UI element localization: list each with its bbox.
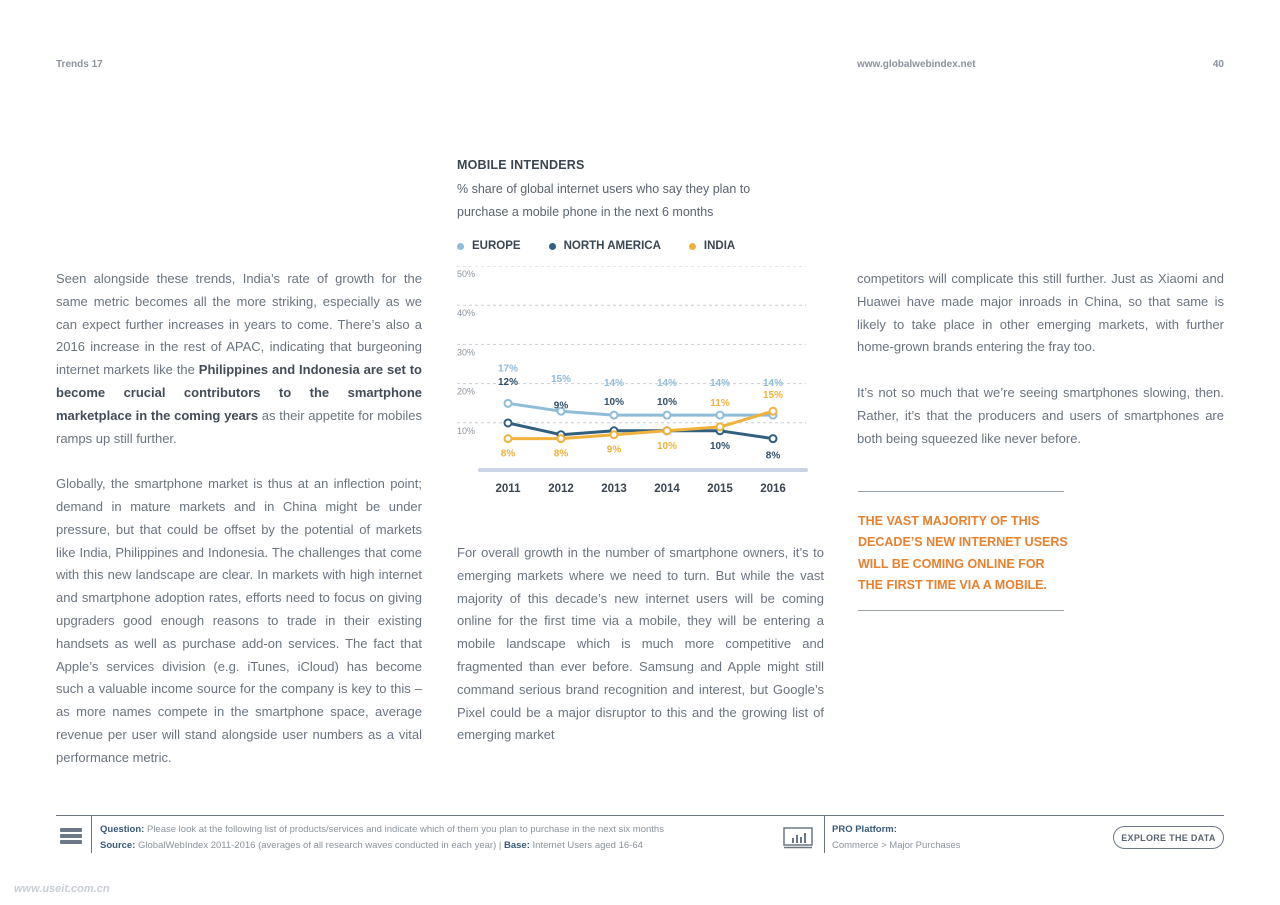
data-label: 10% [709, 440, 731, 452]
data-point [664, 412, 671, 419]
data-point [505, 400, 512, 407]
data-point [717, 412, 724, 419]
series-line-north-america [508, 423, 773, 439]
y-tick-label: 50% [457, 269, 476, 279]
data-point [717, 423, 724, 430]
page-number: 40 [1212, 59, 1224, 70]
data-point [770, 408, 777, 415]
body-column-3 [857, 268, 1224, 450]
data-label: 8% [765, 450, 781, 462]
monitor-chart-icon [783, 827, 813, 849]
legend-item-north-america [549, 240, 661, 252]
x-tick-label: 2016 [760, 483, 786, 495]
y-tick-label: 30% [457, 347, 476, 358]
data-label: 17% [497, 363, 519, 375]
y-tick-label: 20% [457, 386, 476, 397]
header-section-title: Trends 17 [56, 59, 103, 70]
y-tick-label: 40% [457, 308, 476, 319]
data-label: 14% [603, 378, 625, 390]
body-paragraph: Globally, the smartphone market is thus at an inflection point; demand in mature markets and in China might be under pressure, but that could be offset by the potential of markets like India, Philippines and Indonesia. The challenges that come with this new landscape are clear. In markets with high internet and smartphone adoption rates, efforts need to focus on giving upgraders good enough reasons to trade in their existing handsets as well as purchase add-on services. The fact that Apple’s services division (e.g. iTunes, iCloud) has become such a valuable income source for the company is key to this – as more names compete in the smartphone space, average revenue per user will stand alongside user numbers as a vital performance metric. [56, 476, 422, 765]
data-label: 11% [710, 397, 730, 409]
data-label: 9% [553, 400, 569, 412]
pull-quote: THE VAST MAJORITY OF THIS DECADE’S NEW INTERNET USERS WILL BE COMING ONLINE FOR THE FIRST TIME VIA A MOBILE. [858, 514, 1068, 593]
legend-swatch [457, 243, 464, 250]
legend-label: INDIA [703, 240, 736, 252]
data-label: 15% [762, 390, 784, 402]
body-paragraph: competitors will complicate this still further. Just as Xiaomi and Huawei have made major inroads in China, so that same is likely to take place in other emerging markets, with further home-grown brands entering the fray too. [857, 271, 1224, 355]
data-point [611, 412, 618, 419]
watermark: www.useit.com.cn [14, 883, 110, 895]
footer-vertical-divider [91, 815, 92, 853]
data-point [664, 427, 671, 434]
data-label: 10% [656, 440, 678, 452]
data-label: 14% [709, 378, 731, 390]
explore-data-button[interactable]: EXPLORE THE DATA [1113, 826, 1224, 849]
data-label: 10% [603, 396, 625, 408]
data-label: 9% [606, 444, 622, 456]
x-axis-bar [478, 468, 808, 472]
x-tick-label: 2012 [548, 483, 574, 495]
legend-swatch [549, 243, 556, 250]
data-point [558, 435, 565, 442]
chart-subtitle: % share of global internet users who say they plan to purchase a mobile phone in the next 6 months [457, 182, 751, 219]
legend-swatch [689, 243, 696, 250]
data-label: 14% [762, 378, 784, 390]
header-url[interactable]: www.globalwebindex.net [857, 59, 976, 70]
data-point [505, 419, 512, 426]
pro-platform-link[interactable]: Commerce > Major Purchases [832, 840, 961, 851]
footer-divider [56, 815, 1224, 816]
chart-legend [457, 240, 763, 252]
data-label: 15% [550, 374, 572, 386]
data-point [505, 435, 512, 442]
footnote-question-source: Question: Please look at the following list of products/services and indicate which of them you plan to purchase in the next six months Source: GlobalWebIndex 2011-2016 (averages of all research waves conducted in each year) | Base: Internet Users aged 16-64 [100, 824, 664, 851]
legend-item-europe [457, 240, 521, 252]
legend-label: EUROPE [472, 240, 521, 252]
footnote-pro-platform: PRO Platform: Commerce > Major Purchases [832, 822, 1032, 854]
body-column-1 [56, 268, 422, 770]
body-paragraph: Seen alongside these trends, India’s rate of growth for the same metric becomes all the more striking, especially as we can expect further increases in years to come. There’s also a 2016 increase in the rest of APAC, indicating that burgeoning internet markets like the Philippines and Indonesia are set to become crucial contributors to the smartphone marketplace in the coming years as their appetite for mobiles ramps up still further. [56, 271, 422, 446]
x-tick-label: 2014 [654, 483, 680, 495]
pull-quote-top-rule [858, 491, 1064, 492]
data-label: 10% [656, 396, 678, 408]
data-point [611, 431, 618, 438]
data-label: 8% [500, 448, 516, 460]
data-label: 8% [553, 448, 569, 460]
legend-label: NORTH AMERICA [563, 240, 661, 252]
x-tick-label: 2015 [707, 483, 733, 495]
y-tick-label: 10% [457, 425, 476, 436]
chart-title: MOBILE INTENDERS [457, 158, 585, 172]
footer-vertical-divider [824, 815, 825, 853]
data-label: 12% [497, 376, 519, 388]
x-tick-label: 2011 [495, 483, 521, 495]
data-label: 14% [656, 378, 678, 390]
server-icon [60, 828, 82, 848]
pull-quote-bottom-rule [858, 610, 1064, 611]
body-paragraph: It’s not so much that we’re seeing smartphones slowing, then. Rather, it’s that the producers and users of smartphones are both being squeezed like never before. [857, 384, 1224, 446]
emphasis-text: Philippines and Indonesia are set to become crucial contributors to the smartphone marketplace in the coming years [56, 362, 422, 423]
legend-item-india [689, 240, 735, 252]
body-paragraph: For overall growth in the number of smartphone owners, it’s to emerging markets where we need to turn. But while the vast majority of this decade’s new internet users will be coming online for the first time via a mobile, they will be entering a mobile landscape which is much more competitive and fragmented than ever before. Samsung and Apple might still command serious brand recognition and interest, but Google’s Pixel could be a major disruptor to this and the growing list of emerging market [457, 545, 824, 743]
data-point [770, 435, 777, 442]
body-column-2 [457, 542, 824, 747]
line-chart [450, 266, 815, 506]
x-tick-label: 2013 [601, 483, 627, 495]
